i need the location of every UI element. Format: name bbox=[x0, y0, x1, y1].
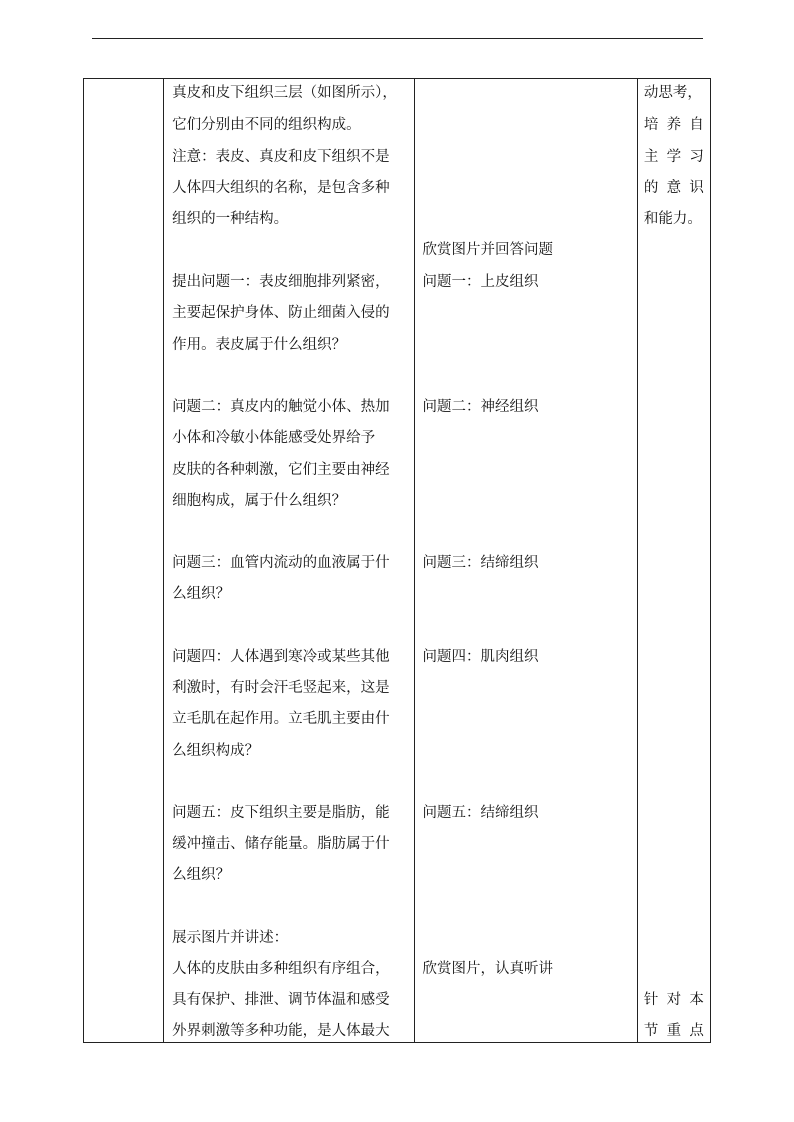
content-line: 主要起保护身体、防止细菌入侵的 bbox=[172, 305, 390, 321]
activity-line: 问题五：结缔组织 bbox=[422, 805, 539, 821]
student-activity-cell bbox=[414, 79, 637, 1043]
content-line: 问题四：人体遇到寒冷或某些其他 bbox=[172, 649, 390, 665]
content-line: 缓冲撞击、储存能量。脂肪属于什 bbox=[172, 836, 390, 852]
intent-line: 主学习 bbox=[643, 149, 704, 165]
activity-line: 问题四：肌肉组织 bbox=[422, 649, 539, 665]
intent-line: 动思考， bbox=[643, 85, 702, 101]
design-intent-cell bbox=[637, 79, 710, 1043]
content-line: 具有保护、排泄、调节体温和感受 bbox=[172, 992, 390, 1008]
content-line: 人体的皮肤由多种组织有序组合， bbox=[172, 961, 390, 977]
activity-line: 欣赏图片，认真听讲 bbox=[422, 961, 554, 977]
header-rule bbox=[92, 38, 703, 39]
content-line: 么组织构成？ bbox=[172, 743, 260, 759]
activity-line: 欣赏图片并回答问题 bbox=[422, 242, 554, 258]
intent-line: 节重点 bbox=[643, 1023, 704, 1039]
content-line: 利激时，有时会汗毛竖起来，这是 bbox=[172, 680, 390, 696]
content-line: 它们分别由不同的组织构成。 bbox=[172, 117, 361, 133]
content-line: 真皮和皮下组织三层（如图所示）， bbox=[172, 85, 397, 101]
intent-line: 的意识 bbox=[643, 180, 704, 196]
content-line: 注意：表皮、真皮和皮下组织不是 bbox=[172, 149, 390, 165]
content-line: 作用。表皮属于什么组织？ bbox=[172, 337, 347, 353]
content-line: 细胞构成，属于什么组织？ bbox=[172, 493, 347, 509]
activity-line: 问题一：上皮组织 bbox=[422, 274, 539, 290]
content-line: 外界刺激等多种功能，是人体最大 bbox=[172, 1023, 390, 1039]
teaching-content-cell bbox=[164, 79, 414, 1043]
content-line: 问题二：真皮内的触觉小体、热加 bbox=[172, 399, 390, 415]
content-line: 展示图片并讲述： bbox=[172, 930, 289, 946]
intent-line: 培养自 bbox=[643, 117, 704, 133]
stage-cell bbox=[84, 79, 164, 1043]
content-line: 问题三：血管内流动的血液属于什 bbox=[172, 555, 390, 571]
content-line: 么组织？ bbox=[172, 867, 231, 883]
intent-line: 和能力。 bbox=[643, 211, 702, 227]
content-line: 组织的一种结构。 bbox=[172, 211, 289, 227]
content-line: 么组织？ bbox=[172, 586, 231, 602]
content-line: 小体和冷敏小体能感受处界给予 bbox=[172, 430, 376, 446]
content-line: 问题五：皮下组织主要是脂肪，能 bbox=[172, 805, 390, 821]
intent-line: 针对本 bbox=[643, 992, 704, 1008]
activity-line: 问题二：神经组织 bbox=[422, 399, 539, 415]
activity-line: 问题三：结缔组织 bbox=[422, 555, 539, 571]
content-line: 提出问题一：表皮细胞排列紧密， bbox=[172, 274, 390, 290]
content-line: 立毛肌在起作用。立毛肌主要由什 bbox=[172, 711, 390, 727]
content-line: 皮肤的各种刺激，它们主要由神经 bbox=[172, 462, 390, 478]
lesson-plan-table bbox=[83, 78, 711, 1043]
table-row bbox=[84, 79, 711, 1043]
content-line: 人体四大组织的名称，是包含多种 bbox=[172, 180, 390, 196]
